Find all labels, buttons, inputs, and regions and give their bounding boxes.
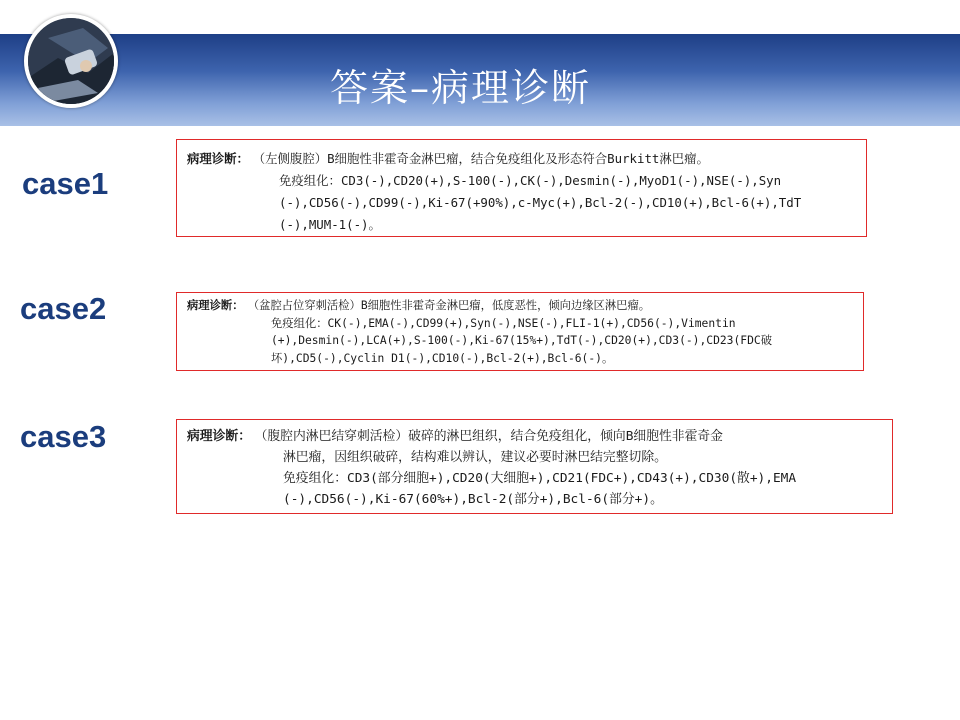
case2-diagnosis-box [176, 292, 864, 371]
case3-diagnosis-label: 病理诊断： [187, 429, 251, 444]
case1-diagnosis-box [176, 139, 867, 237]
case1-label: case1 [22, 166, 109, 201]
case2-line-2: 免疫组化：CK(-),EMA(-),CD99(+),Syn(-),NSE(-),FLI-1(+),CD56(-),Vimentin [271, 316, 736, 330]
case2-diagnosis-label: 病理诊断： [187, 299, 244, 312]
header-photo [24, 14, 118, 108]
case1-line-3: (-),CD56(-),CD99(-),Ki-67(+90%),c-Myc(+),Bcl-2(-),CD10(+),Bcl-6(+),TdT [279, 195, 802, 210]
case3-line-2: 淋巴瘤，因组织破碎，结构难以辨认，建议必要时淋巴结完整切除。 [283, 450, 667, 465]
case1-diagnosis-label: 病理诊断： [187, 151, 249, 166]
case1-line-1 [187, 148, 866, 170]
case3-line-3: 免疫组化：CD3(部分细胞+),CD20(大细胞+),CD21(FDC+),CD43(+),CD30(散+),EMA [283, 471, 797, 486]
case1-diagnosis-text: （左侧腹腔）B细胞性非霍奇金淋巴瘤，结合免疫组化及形态符合Burkitt淋巴瘤。 [258, 151, 709, 166]
case2-label: case2 [20, 291, 107, 326]
case2-diagnosis-text: （盆腔占位穿刺活检）B细胞性非霍奇金淋巴瘤，低度恶性，倾向边缘区淋巴瘤。 [253, 299, 651, 312]
case3-diagnosis-box [176, 419, 893, 514]
slide-title: 答案–病理诊断 [330, 66, 592, 110]
case2-line-1 [187, 297, 863, 315]
case1-line-2: 免疫组化：CD3(-),CD20(+),S-100(-),CK(-),Desmin(-),MyoD1(-),NSE(-),Syn [279, 173, 782, 188]
case3-line-4: (-),CD56(-),Ki-67(60%+),Bcl-2(部分+),Bcl-6(部分+)。 [283, 492, 663, 507]
case3-diagnosis-text: （腹腔内淋巴结穿刺活检）破碎的淋巴组织，结合免疫组化，倾向B细胞性非霍奇金 [260, 429, 723, 444]
case3-line-1 [187, 426, 892, 447]
case2-line-3: (+),Desmin(-),LCA(+),S-100(-),Ki-67(15%+),TdT(-),CD20(+),CD3(-),CD23(FDC破 [271, 334, 772, 347]
case3-label: case3 [20, 419, 107, 454]
case2-line-4: 坏),CD5(-),Cyclin D1(-),CD10(-),Bcl-2(+),Bcl-6(-)。 [271, 351, 614, 365]
case1-line-4: (-),MUM-1(-)。 [279, 217, 381, 232]
